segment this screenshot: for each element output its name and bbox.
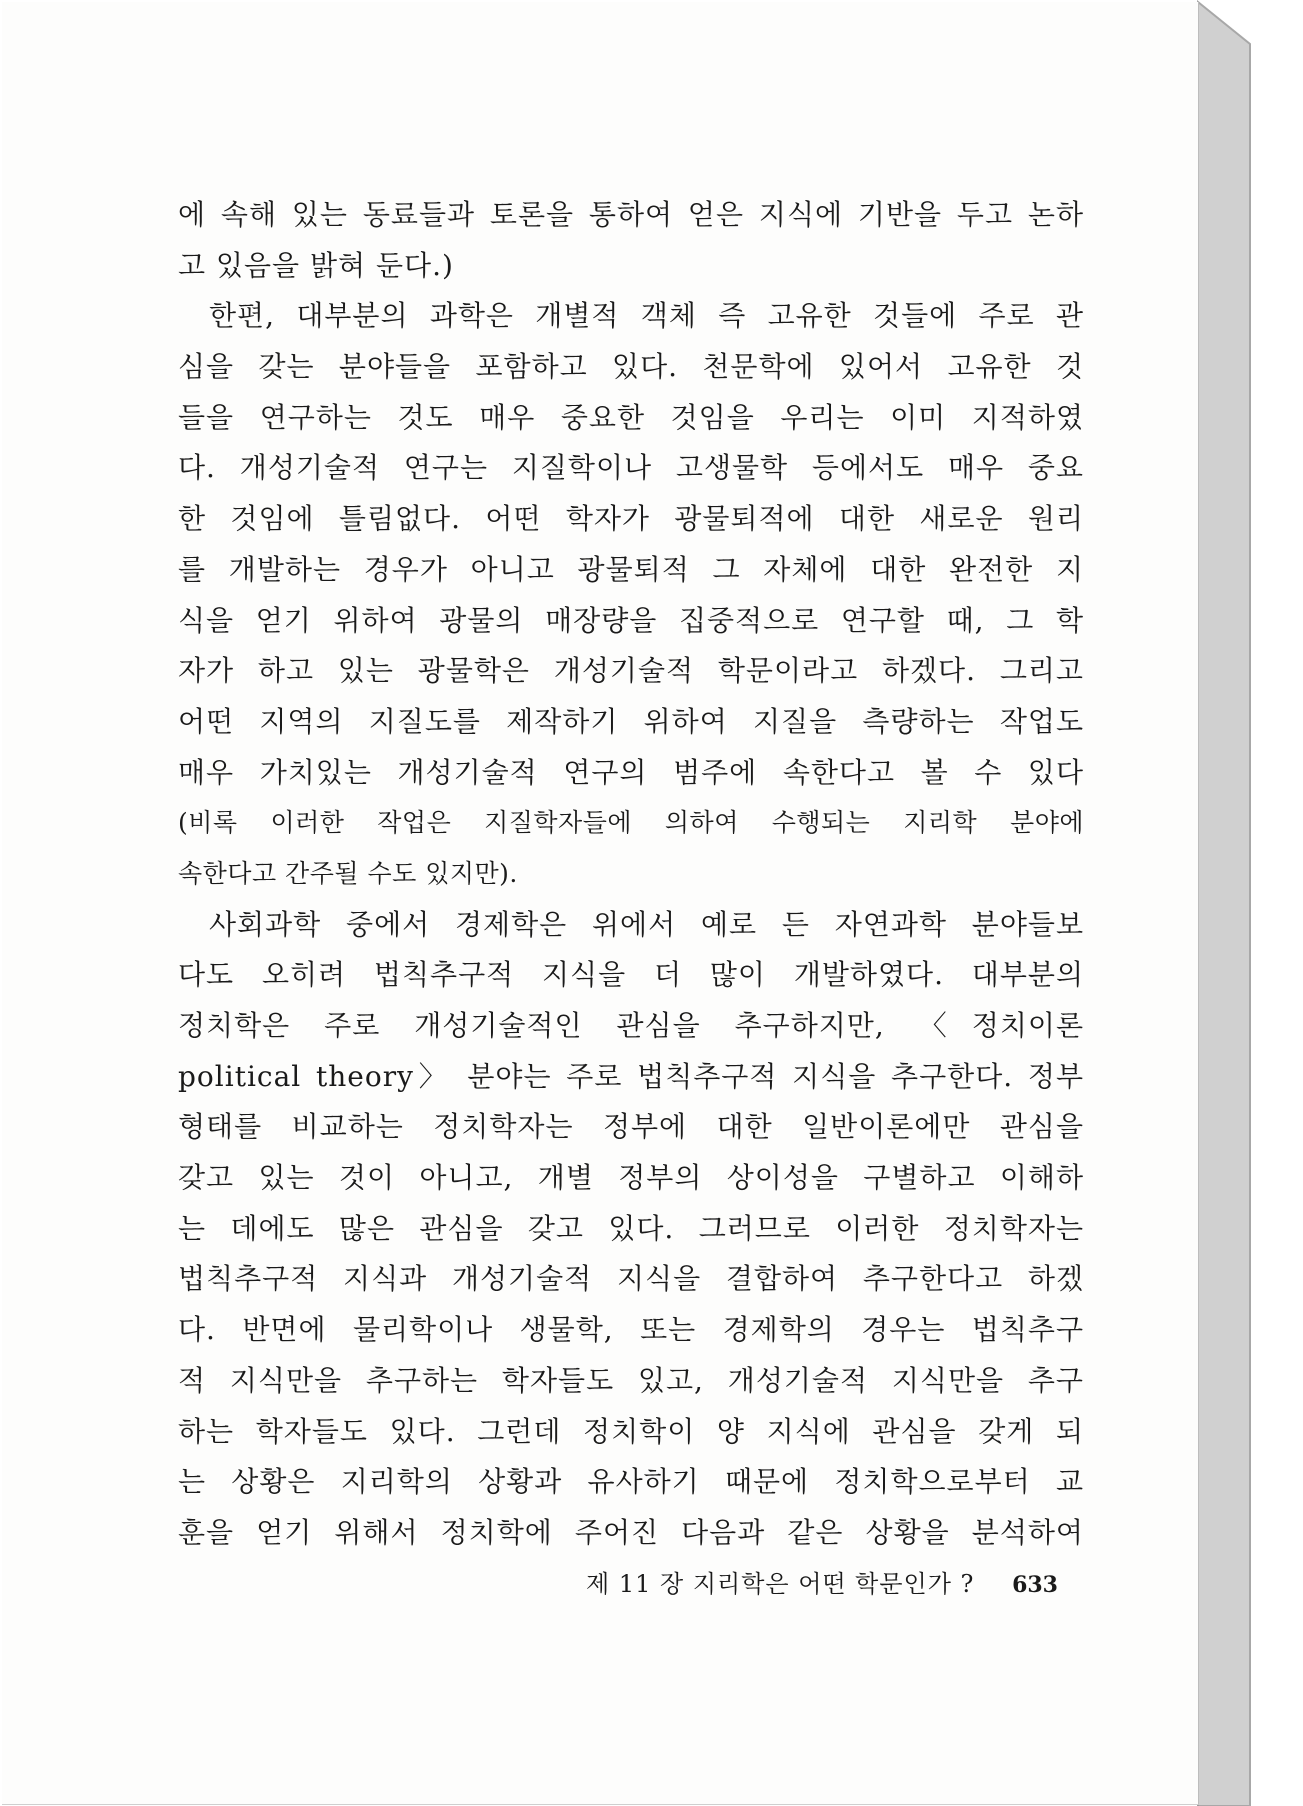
text-line: 자가 하고 있는 광물학은 개성기술적 학문이라고 하겠다. 그리고	[178, 654, 1084, 688]
chapter-title: 제 11 장 지리학은 어떤 학문인가 ?	[586, 1570, 975, 1598]
text-line: 사회과학 중에서 경제학은 위에서 예로 든 자연과학 분야들보	[209, 907, 1084, 941]
text-line: 속한다고 간주될 수도 있지만).	[178, 858, 518, 888]
text-line: 형태를 비교하는 정치학자는 정부에 대한 일반이론에만 관심을	[178, 1110, 1084, 1144]
text-line: 는 데에도 많은 관심을 갖고 있다. 그러므로 이러한 정치학자는	[178, 1211, 1084, 1245]
book-page	[2, 2, 1199, 1805]
page-number: 633	[1012, 1572, 1058, 1598]
body-text	[178, 190, 1084, 1559]
text-line: 정치학은 주로 개성기술적인 관심을 추구하지만, 〈정치이론	[178, 1009, 1084, 1042]
text-line: 식을 얻기 위하여 광물의 매장량을 집중적으로 연구할 때, 그 학	[178, 603, 1084, 637]
text-line: 다도 오히려 법칙추구적 지식을 더 많이 개발하였다. 대부분의	[178, 958, 1084, 992]
text-line: (비록 이러한 작업은 지질학자들에 의하여 수행되는 지리학 분야에	[178, 808, 1084, 838]
text-line: 한 것임에 틀림없다. 어떤 학자가 광물퇴적에 대한 새로운 원리	[178, 502, 1084, 536]
text-line: 에 속해 있는 동료들과 토론을 통하여 얻은 지식에 기반을 두고 논하	[178, 198, 1084, 231]
text-line: 갖고 있는 것이 아니고, 개별 정부의 상이성을 구별하고 이해하	[178, 1161, 1084, 1195]
text-line: 고 있음을 밝혀 둔다.)	[178, 248, 454, 282]
text-line: 법칙추구적 지식과 개성기술적 지식을 결합하여 추구한다고 하겠	[178, 1262, 1084, 1296]
text-line: 매우 가치있는 개성기술적 연구의 범주에 속한다고 볼 수 있다	[178, 755, 1084, 789]
page-footer	[582, 1564, 1058, 1604]
text-line: 어떤 지역의 지질도를 제작하기 위하여 지질을 측량하는 작업도	[178, 704, 1084, 738]
text-line: 하는 학자들도 있다. 그런데 정치학이 양 지식에 관심을 갖게 되	[178, 1414, 1084, 1448]
text-line: 훈을 얻기 위해서 정치학에 주어진 다음과 같은 상황을 분석하여	[178, 1515, 1084, 1549]
text-line: political theory〉 분야는 주로 법칙추구적 지식을 추구한다. 정부	[178, 1059, 1084, 1093]
text-line: 한편, 대부분의 과학은 개별적 객체 즉 고유한 것들에 주로 관	[209, 299, 1084, 333]
text-line: 다. 반면에 물리학이나 생물학, 또는 경제학의 경우는 법칙추구	[178, 1313, 1084, 1347]
text-line: 적 지식만을 추구하는 학자들도 있고, 개성기술적 지식만을 추구	[178, 1363, 1084, 1397]
text-line: 심을 갖는 분야들을 포함하고 있다. 천문학에 있어서 고유한 것	[178, 350, 1084, 384]
text-line: 다. 개성기술적 연구는 지질학이나 고생물학 등에서도 매우 중요	[178, 451, 1084, 485]
text-line: 들을 연구하는 것도 매우 중요한 것임을 우리는 이미 지적하였	[178, 400, 1084, 434]
text-line: 는 상황은 지리학의 상황과 유사하기 때문에 정치학으로부터 교	[178, 1465, 1084, 1499]
text-line: 를 개발하는 경우가 아니고 광물퇴적 그 자체에 대한 완전한 지	[178, 552, 1084, 586]
